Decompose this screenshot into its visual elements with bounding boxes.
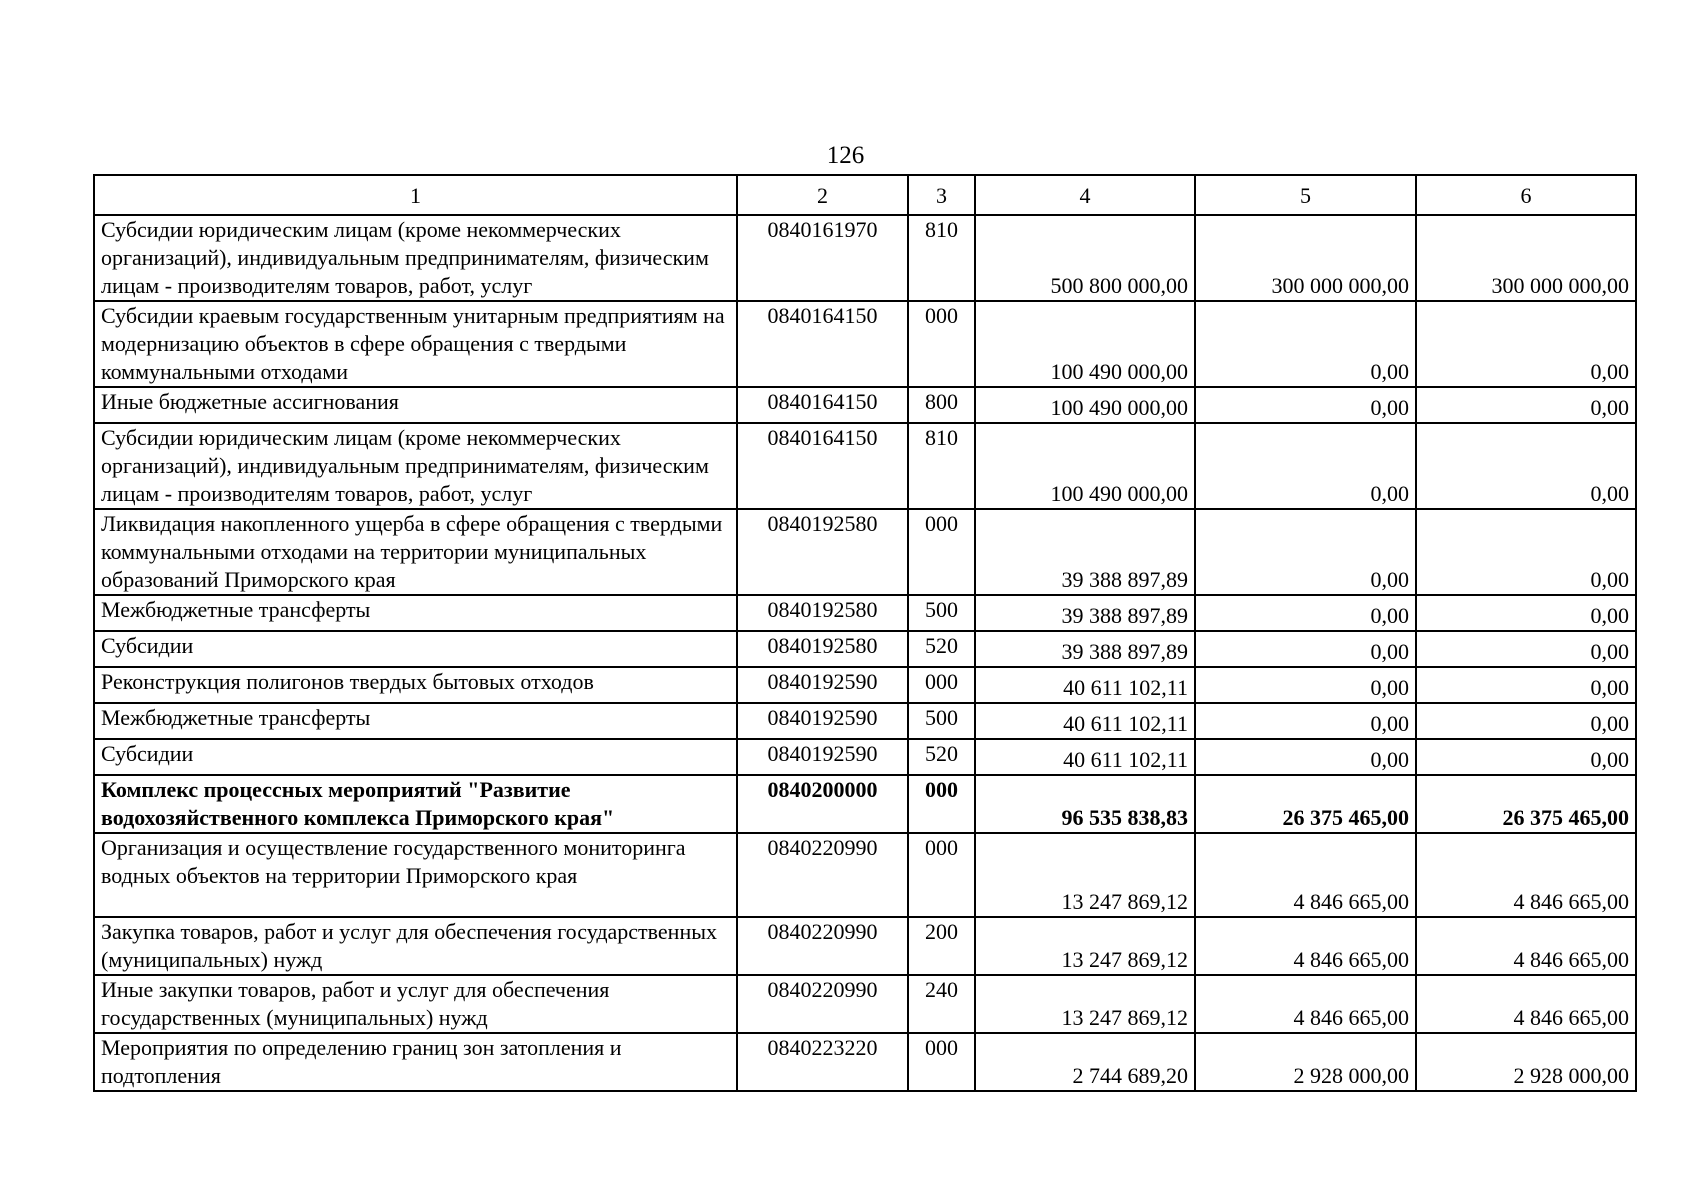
row-value-5: 0,00: [1195, 667, 1416, 703]
row-type: 500: [908, 703, 975, 739]
row-type: 000: [908, 509, 975, 595]
table-row: [94, 833, 1636, 917]
row-value-4: 39 388 897,89: [975, 509, 1195, 595]
row-name: Комплекс процессных мероприятий "Развитие водохозяйственного комплекса Приморского края": [94, 775, 737, 833]
table-row: [94, 917, 1636, 975]
table-row: [94, 667, 1636, 703]
row-type: 200: [908, 917, 975, 975]
row-value-4: 39 388 897,89: [975, 595, 1195, 631]
row-value-6: 300 000 000,00: [1416, 215, 1636, 301]
row-value-6: 0,00: [1416, 703, 1636, 739]
header-col-4: 4: [975, 175, 1195, 215]
row-type: 240: [908, 975, 975, 1033]
row-name: Субсидии краевым государственным унитарным предприятиям на модернизацию объектов в сфере обращения с твердыми коммунальными отходами: [94, 301, 737, 387]
row-name: Межбюджетные трансферты: [94, 595, 737, 631]
row-value-5: 300 000 000,00: [1195, 215, 1416, 301]
row-value-6: 4 846 665,00: [1416, 917, 1636, 975]
row-code: 0840220990: [737, 833, 908, 917]
header-col-6: 6: [1416, 175, 1636, 215]
row-code: 0840192580: [737, 631, 908, 667]
row-value-4: 96 535 838,83: [975, 775, 1195, 833]
row-type: 520: [908, 631, 975, 667]
table-row: [94, 387, 1636, 423]
header-col-3: 3: [908, 175, 975, 215]
header-row: [94, 175, 1636, 215]
budget-table: [93, 174, 1637, 1092]
row-value-6: 0,00: [1416, 509, 1636, 595]
row-type: 800: [908, 387, 975, 423]
table-row: [94, 1033, 1636, 1091]
row-type: 520: [908, 739, 975, 775]
row-value-6: 0,00: [1416, 595, 1636, 631]
row-type: 810: [908, 423, 975, 509]
row-value-5: 0,00: [1195, 301, 1416, 387]
row-value-6: 0,00: [1416, 667, 1636, 703]
row-code: 0840200000: [737, 775, 908, 833]
row-name: Иные бюджетные ассигнования: [94, 387, 737, 423]
row-code: 0840192590: [737, 739, 908, 775]
row-value-4: 13 247 869,12: [975, 975, 1195, 1033]
row-value-4: 13 247 869,12: [975, 917, 1195, 975]
row-name: Организация и осуществление государственного мониторинга водных объектов на территории Приморского края: [94, 833, 737, 917]
row-value-5: 4 846 665,00: [1195, 917, 1416, 975]
row-value-5: 0,00: [1195, 509, 1416, 595]
row-code: 0840192590: [737, 703, 908, 739]
row-value-4: 100 490 000,00: [975, 301, 1195, 387]
row-code: 0840220990: [737, 917, 908, 975]
row-code: 0840161970: [737, 215, 908, 301]
row-value-6: 0,00: [1416, 631, 1636, 667]
row-name: Ликвидация накопленного ущерба в сфере обращения с твердыми коммунальными отходами на территории муниципальных образований Приморского края: [94, 509, 737, 595]
row-type: 000: [908, 667, 975, 703]
row-value-6: 0,00: [1416, 387, 1636, 423]
row-value-6: 4 846 665,00: [1416, 833, 1636, 917]
row-name: Субсидии: [94, 631, 737, 667]
row-value-4: 500 800 000,00: [975, 215, 1195, 301]
row-value-4: 40 611 102,11: [975, 739, 1195, 775]
row-value-4: 40 611 102,11: [975, 667, 1195, 703]
row-code: 0840164150: [737, 301, 908, 387]
row-value-5: 0,00: [1195, 595, 1416, 631]
row-value-5: 4 846 665,00: [1195, 975, 1416, 1033]
row-name: Межбюджетные трансферты: [94, 703, 737, 739]
row-type: 000: [908, 833, 975, 917]
row-value-4: 100 490 000,00: [975, 387, 1195, 423]
row-value-6: 0,00: [1416, 423, 1636, 509]
row-value-6: 26 375 465,00: [1416, 775, 1636, 833]
table-row: [94, 703, 1636, 739]
row-name: Реконструкция полигонов твердых бытовых отходов: [94, 667, 737, 703]
header-col-5: 5: [1195, 175, 1416, 215]
table-row-subtotal: [94, 775, 1636, 833]
table-row: [94, 509, 1636, 595]
row-name: Мероприятия по определению границ зон затопления и подтопления: [94, 1033, 737, 1091]
row-value-5: 2 928 000,00: [1195, 1033, 1416, 1091]
row-value-5: 0,00: [1195, 739, 1416, 775]
row-code: 0840220990: [737, 975, 908, 1033]
row-value-6: 2 928 000,00: [1416, 1033, 1636, 1091]
row-value-4: 39 388 897,89: [975, 631, 1195, 667]
header-col-1: 1: [94, 175, 737, 215]
row-name: Закупка товаров, работ и услуг для обеспечения государственных (муниципальных) нужд: [94, 917, 737, 975]
row-code: 0840164150: [737, 423, 908, 509]
table-row: [94, 975, 1636, 1033]
row-value-6: 0,00: [1416, 301, 1636, 387]
row-type: 500: [908, 595, 975, 631]
row-name: Субсидии: [94, 739, 737, 775]
row-name: Субсидии юридическим лицам (кроме некоммерческих организаций), индивидуальным предпринимателям, физическим лицам - производителям товаров, работ, услуг: [94, 423, 737, 509]
row-value-5: 0,00: [1195, 631, 1416, 667]
row-code: 0840192580: [737, 509, 908, 595]
row-code: 0840223220: [737, 1033, 908, 1091]
row-name: Субсидии юридическим лицам (кроме некоммерческих организаций), индивидуальным предпринимателям, физическим лицам - производителям товаров, работ, услуг: [94, 215, 737, 301]
row-value-4: 2 744 689,20: [975, 1033, 1195, 1091]
row-code: 0840192580: [737, 595, 908, 631]
row-type: 810: [908, 215, 975, 301]
page-number: 126: [826, 142, 865, 169]
row-type: 000: [908, 1033, 975, 1091]
row-value-6: 4 846 665,00: [1416, 975, 1636, 1033]
row-value-4: 13 247 869,12: [975, 833, 1195, 917]
row-value-5: 26 375 465,00: [1195, 775, 1416, 833]
row-type: 000: [908, 301, 975, 387]
header-col-2: 2: [737, 175, 908, 215]
table-row: [94, 631, 1636, 667]
row-value-5: 0,00: [1195, 387, 1416, 423]
row-value-5: 0,00: [1195, 423, 1416, 509]
row-value-5: 4 846 665,00: [1195, 833, 1416, 917]
row-value-5: 0,00: [1195, 703, 1416, 739]
row-code: 0840192590: [737, 667, 908, 703]
table-row: [94, 595, 1636, 631]
row-value-4: 40 611 102,11: [975, 703, 1195, 739]
row-value-4: 100 490 000,00: [975, 423, 1195, 509]
table-row: [94, 739, 1636, 775]
row-code: 0840164150: [737, 387, 908, 423]
row-value-6: 0,00: [1416, 739, 1636, 775]
table-row: [94, 215, 1636, 301]
table-row: [94, 301, 1636, 387]
table-row: [94, 423, 1636, 509]
row-type: 000: [908, 775, 975, 833]
row-name: Иные закупки товаров, работ и услуг для обеспечения государственных (муниципальных) нужд: [94, 975, 737, 1033]
